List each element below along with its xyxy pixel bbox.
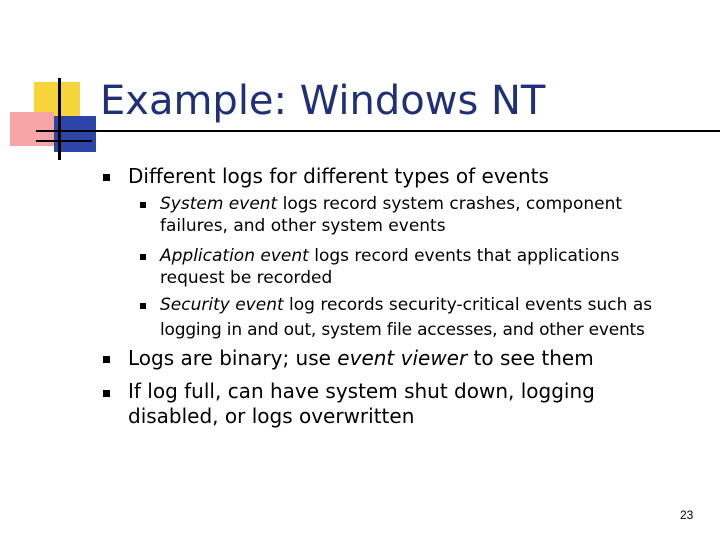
security-event-text: log records security-critical events such as	[283, 295, 653, 315]
sub-bullet-marker	[140, 202, 146, 208]
page-number: 23	[680, 508, 694, 522]
bullet-logs-binary	[128, 346, 594, 370]
bullet-log-full-cont: disabled, or logs overwritten	[128, 404, 415, 428]
bullet-log-full: If log full, can have system shut down, logging	[128, 379, 595, 403]
event-viewer-term: event viewer	[337, 346, 468, 370]
bullet-marker	[103, 356, 110, 363]
vertical-line	[58, 78, 61, 160]
title-divider	[36, 130, 720, 132]
system-event-term: System event	[160, 194, 278, 214]
bullet-different-logs: Different logs for different types of events	[128, 164, 549, 188]
application-event-term: Application event	[160, 246, 309, 266]
application-event-text: logs record events that applications	[308, 246, 620, 266]
sub-bullet-system-event-cont: failures, and other system events	[160, 216, 446, 236]
sub-bullet-security-event-cont: logging in and out, system file accesses, and other events	[160, 320, 645, 340]
security-event-term: Security event	[160, 295, 284, 315]
system-event-text: logs record system crashes, component	[277, 194, 623, 214]
sub-bullet-marker	[140, 303, 146, 309]
sub-bullet-application-event	[160, 246, 619, 266]
sub-bullet-application-event-cont: request be recorded	[160, 268, 333, 288]
bullet-marker	[103, 390, 110, 397]
sub-bullet-security-event	[160, 295, 652, 315]
bullet-marker	[103, 174, 110, 181]
sub-bullet-system-event	[160, 194, 622, 214]
slide-title: Example: Windows NT	[100, 78, 546, 124]
sub-bullet-marker	[140, 254, 146, 260]
horizontal-accent-line	[36, 140, 92, 142]
logs-binary-text-end: to see them	[467, 346, 594, 370]
logs-binary-text: Logs are binary; use	[128, 346, 338, 370]
